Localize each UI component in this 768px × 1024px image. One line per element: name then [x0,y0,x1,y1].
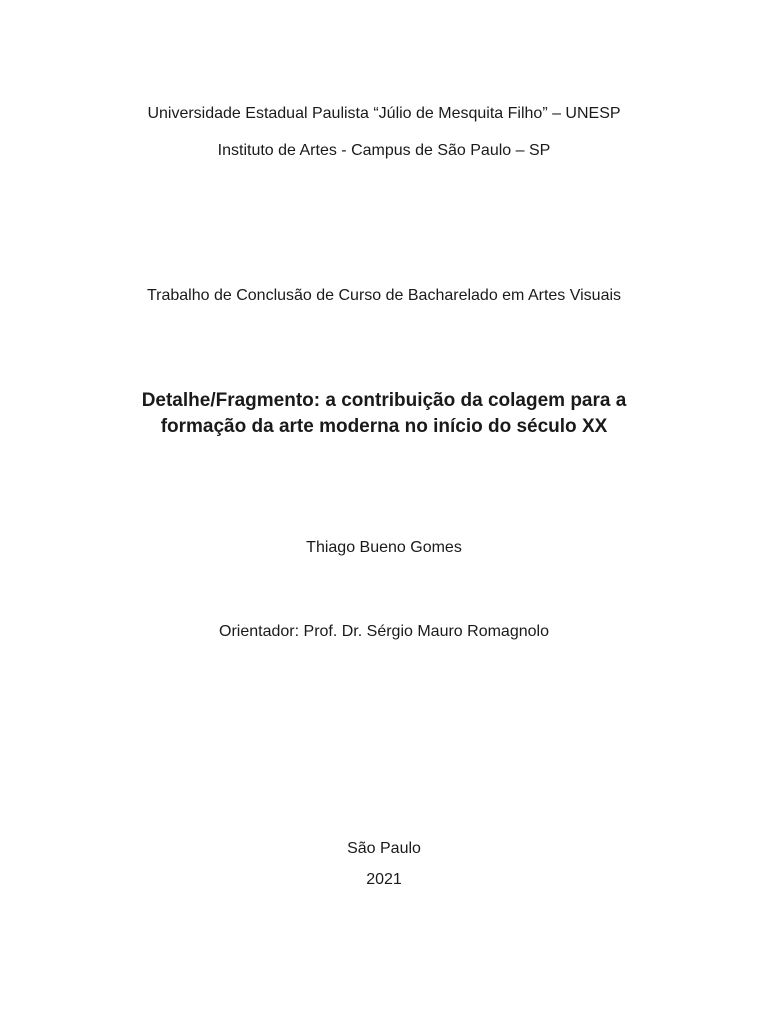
thesis-title-line-2: formação da arte moderna no início do século XX [160,416,608,437]
advisor-name: Orientador: Prof. Dr. Sérgio Mauro Romagnolo [219,623,549,640]
year: 2021 [366,871,402,888]
author-name: Thiago Bueno Gomes [306,539,462,556]
institute-name: Instituto de Artes - Campus de São Paulo – SP [217,142,551,159]
university-name: Universidade Estadual Paulista “Júlio de Mesquita Filho” – UNESP [147,105,621,122]
thesis-title-line-1: Detalhe/Fragmento: a contribuição da colagem para a [141,390,627,411]
course-description: Trabalho de Conclusão de Curso de Bacharelado em Artes Visuais [146,287,622,304]
city: São Paulo [347,840,421,857]
